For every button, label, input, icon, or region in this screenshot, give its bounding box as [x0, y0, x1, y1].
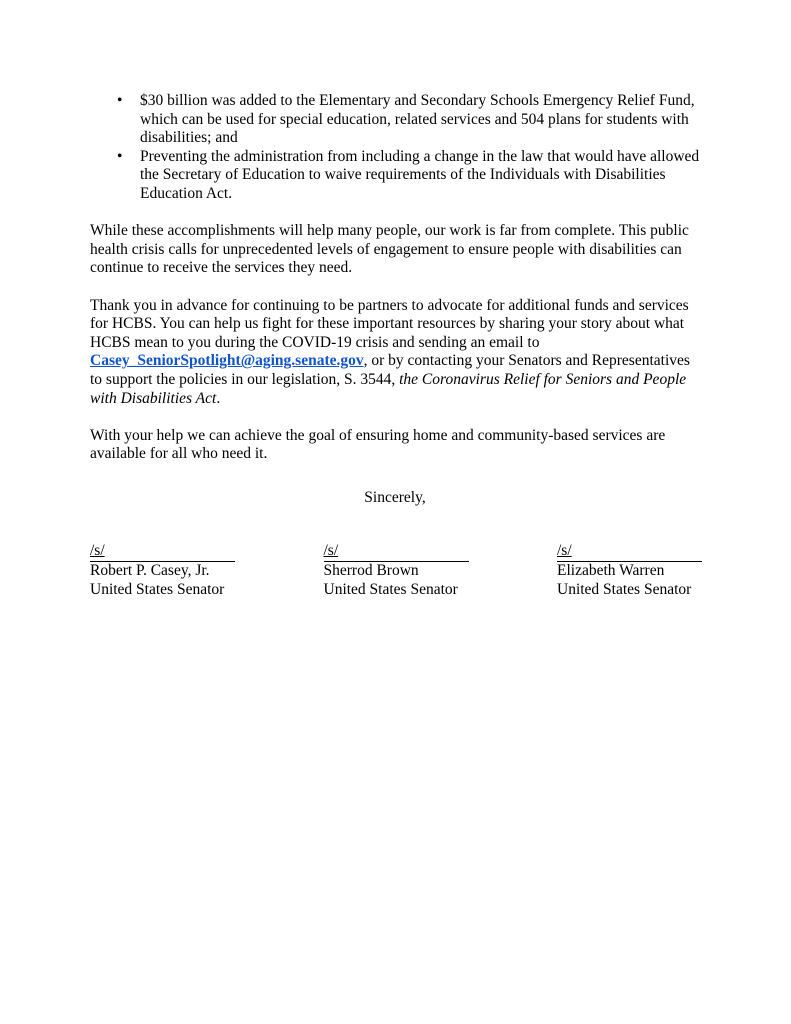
bullet-item-idea-waiver: • Preventing the administration from including a change in the law that would have allowed the Secretary of Education to waive requirements of the Individuals with Disabilities Education Act. — [115, 148, 700, 204]
paragraph-work-far-from-complete: While these accomplishments will help many people, our work is far from complete. This public health crisis calls for unprecedented levels of engagement to ensure people with disabilities can continue to receive the services they need. — [90, 222, 689, 277]
signature-block-casey — [90, 542, 324, 599]
signer-title: United States Senator — [557, 580, 692, 598]
paragraph-advocacy — [90, 297, 700, 409]
signature-line: /s/ — [90, 542, 235, 562]
closing-sincerely: Sincerely, — [364, 488, 426, 506]
advocacy-text-before-link: Thank you in advance for continuing to be partners to advocate for additional funds and services for HCBS. You can help us fight for these important resources by sharing your story about what HCBS mean to you during the COVID-19 crisis and sending an email to — [90, 296, 689, 351]
signature-line: /s/ — [557, 542, 702, 562]
advocacy-text-after-italic: . — [216, 389, 221, 407]
email-link[interactable]: Casey_SeniorSpotlight@aging.senate.gov — [90, 352, 364, 370]
paragraph-goal: With your help we can achieve the goal of ensuring home and community-based services are available for all who need it. — [90, 426, 666, 463]
signature-block-warren — [557, 542, 702, 599]
signer-name: Elizabeth Warren — [557, 562, 665, 580]
signature-block-brown — [324, 542, 558, 599]
signer-name: Sherrod Brown — [323, 562, 419, 580]
signature-row — [90, 542, 700, 599]
advocacy-text-after-link: , or by contacting your Senators and Representatives to support the policies in our legislation, S. 3544, — [90, 352, 690, 388]
signer-name: Robert P. Casey, Jr. — [90, 562, 210, 580]
signature-line: /s/ — [324, 542, 469, 562]
signer-title: United States Senator — [90, 580, 225, 598]
bullet-list — [90, 92, 700, 204]
bullet-item-esser-fund: • $30 billion was added to the Elementary and Secondary Schools Emergency Relief Fund, which can be used for special education, related services and 504 plans for students with disabilities; and — [115, 92, 700, 148]
signer-title: United States Senator — [323, 580, 458, 598]
bill-name-italic: the Coronavirus Relief for Seniors and People with Disabilities Act — [90, 370, 687, 407]
